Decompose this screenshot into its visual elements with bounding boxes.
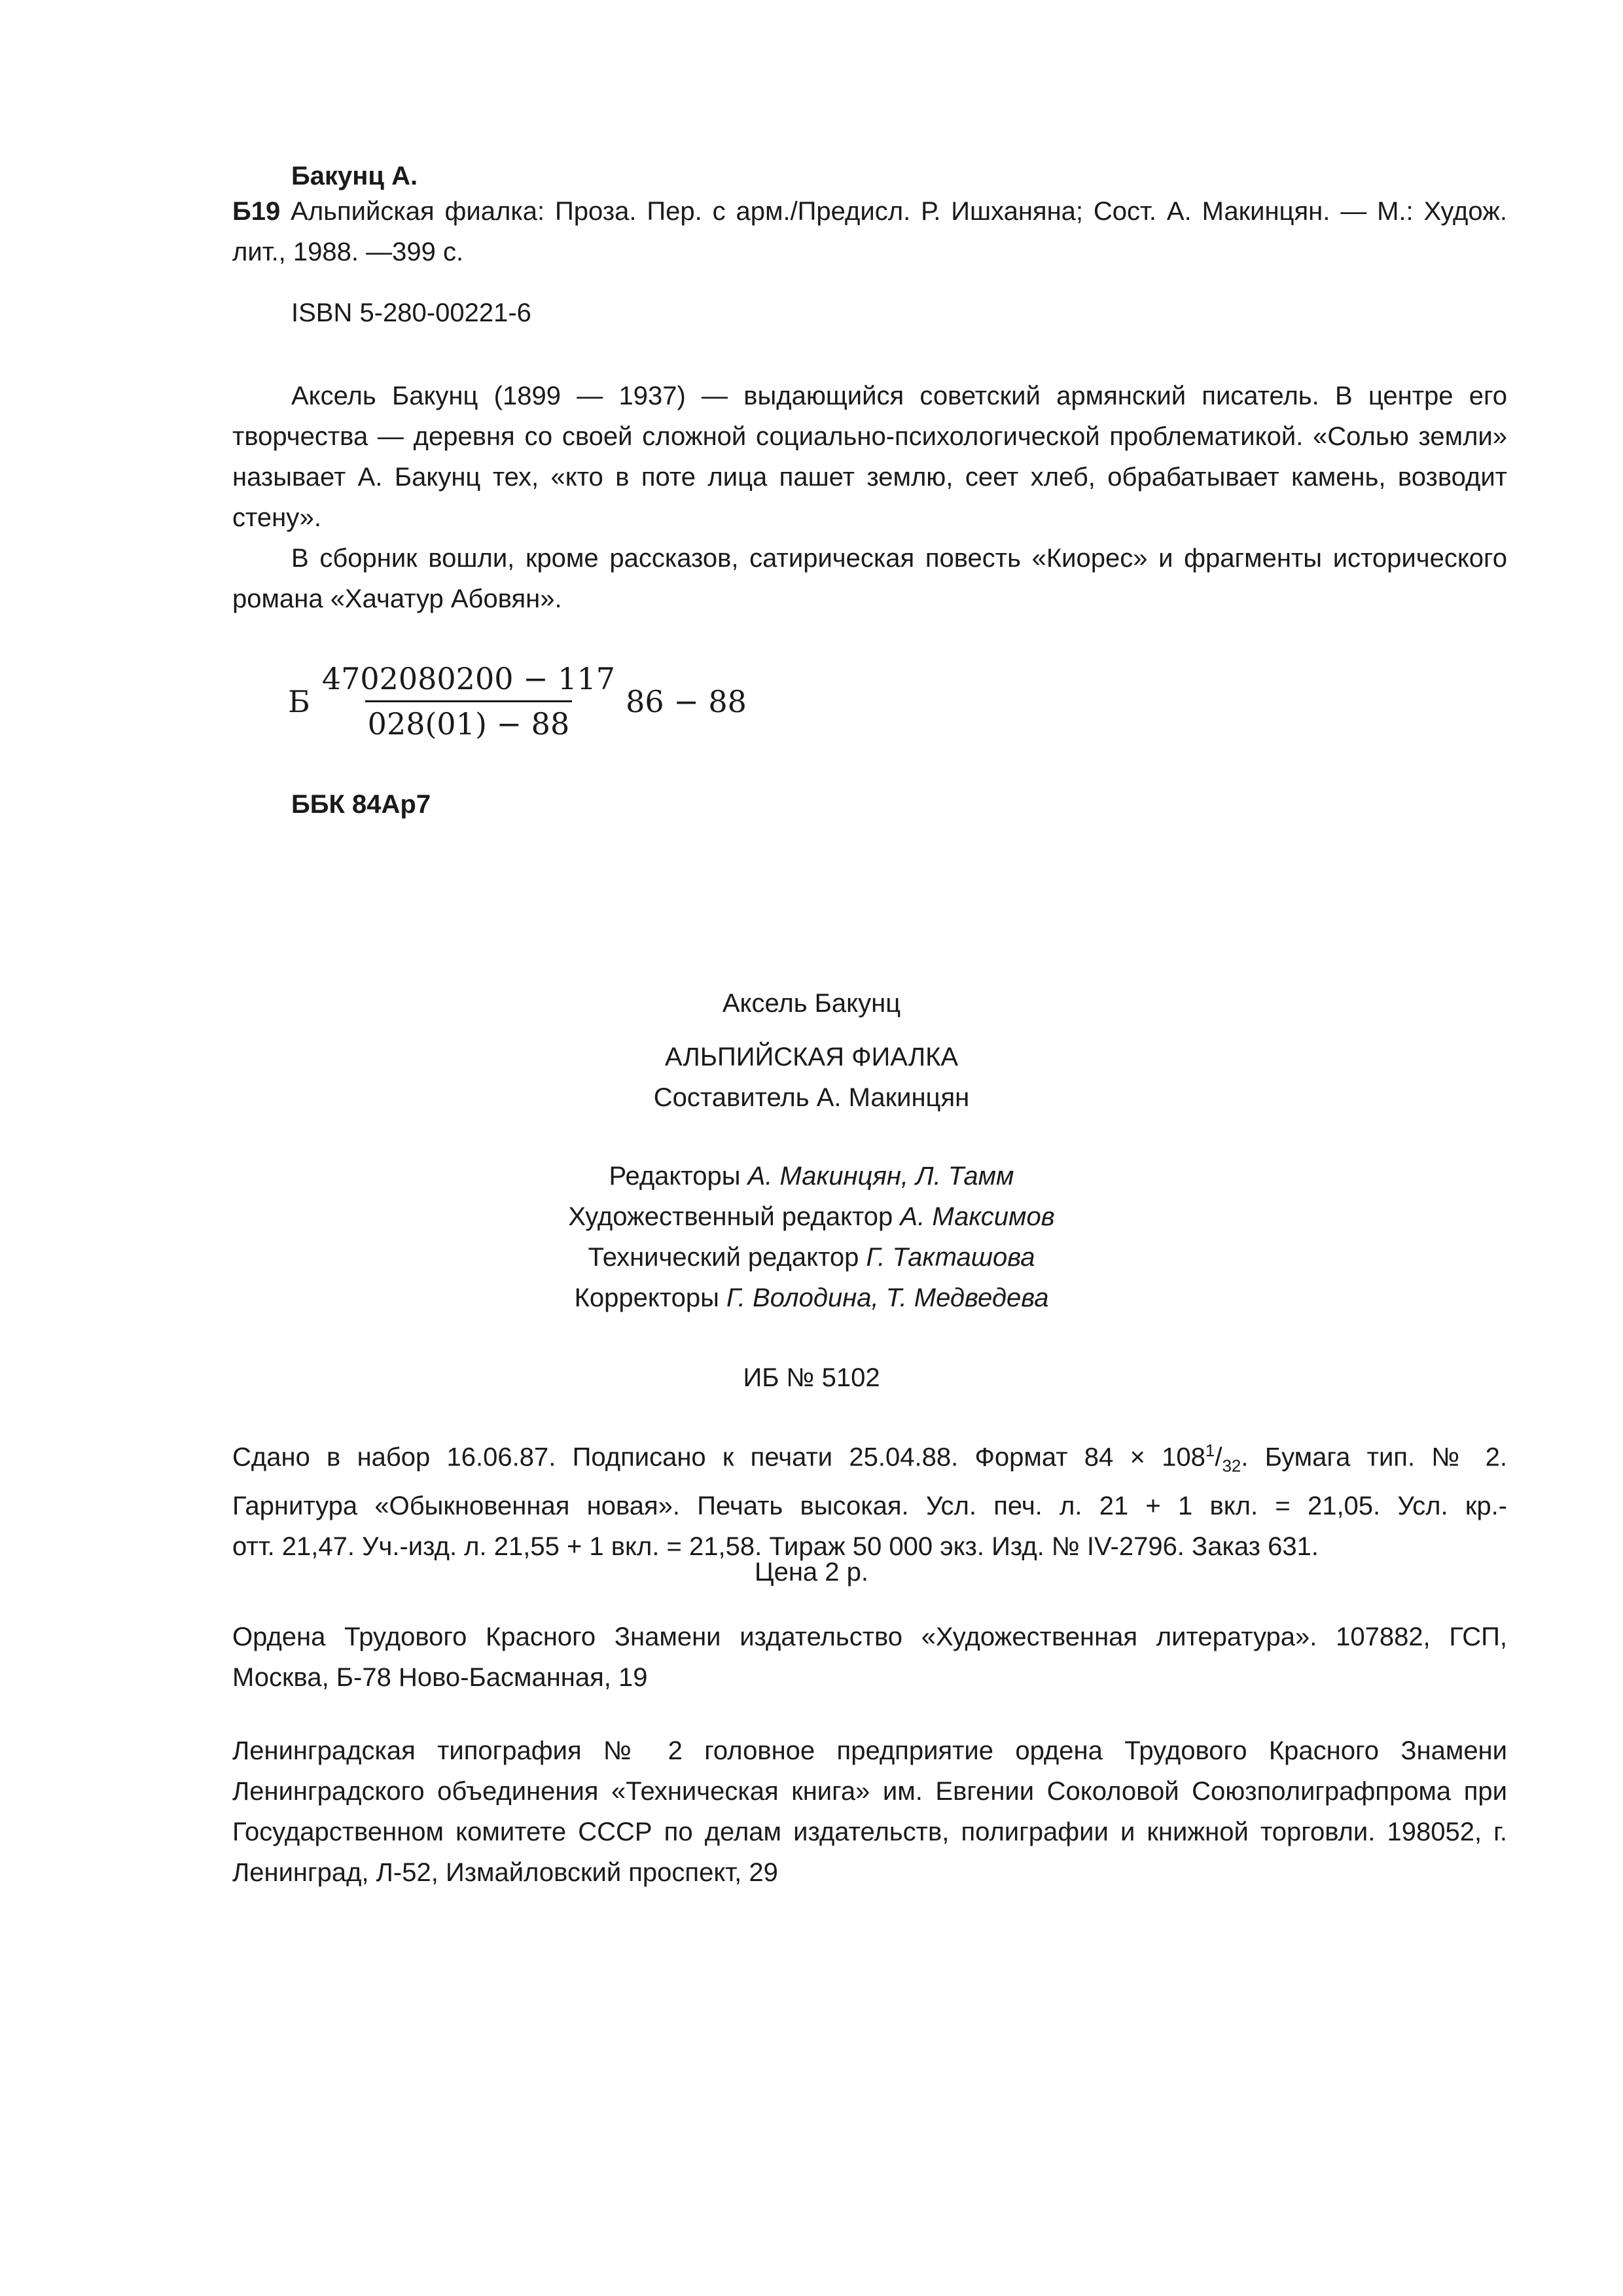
formula-prefix: Б [288, 683, 310, 719]
card-author: Бакунц А. [291, 162, 418, 190]
annotation-paragraph-1: Аксель Бакунц (1899 — 1937) — выдающийся советский армянский писатель. В центре его творчества — деревня со своей сложной социально-психологической проблематикой. «Солью земли» называет А. Бакунц тех, «кто в поте лица пашет землю, сеет хлеб, обрабатывает камень, возводит стену». [232, 382, 1507, 532]
formula-suffix: 86 − 88 [626, 683, 747, 719]
isbn: ISBN 5-280-00221-6 [291, 298, 531, 327]
publisher-info: Ордена Трудового Красного Знамени издательство «Художественная литература». 107882, ГСП, Москва, Б-78 Ново-Басманная, 19 [232, 1623, 1507, 1692]
tech-editor-label: Технический редактор [588, 1243, 866, 1272]
formula-numerator: 4702080200 − 117 [321, 661, 616, 696]
ib-number: ИБ № 5102 [743, 1363, 880, 1392]
correctors-label: Корректоры [574, 1283, 727, 1312]
imprint-correctors [0, 1278, 1623, 1318]
imprint-title: АЛЬПИЙСКАЯ ФИАЛКА [664, 1043, 959, 1071]
imprint-block [0, 983, 1623, 1398]
formula-denominator: 028(01) − 88 [365, 700, 573, 742]
correctors-names: Г. Володина, Т. Медведева [726, 1283, 1049, 1312]
card-code: Б19 [232, 197, 281, 226]
tech-line-1-text: Сдано в набор 16.06.87. Подписано к печати 25.04.88. Формат 84 × 108 [232, 1443, 1205, 1472]
tech-line-1-end: . Бумага тип. № 2. [1241, 1443, 1507, 1472]
printer-info: Ленинградская типография № 2 головное предприятие ордена Трудового Красного Знамени Ленинградского объединения «Техническая книга» им. Евгении Соколовой Союзполиграфпрома при Государственном комитете СССР по делам издательств, полиграфии и книжной торговли. 198052, г. Ленинград, Л-52, Измайловский проспект, 29 [232, 1736, 1507, 1887]
annotation [232, 376, 1507, 619]
art-editor-name: А. Максимов [900, 1202, 1055, 1231]
annotation-paragraph-2: В сборник вошли, кроме рассказов, сатирическая повесть «Киорес» и фрагменты исторического романа «Хачатур Абовян». [232, 544, 1507, 613]
imprint-compiler: Составитель А. Макинцян [653, 1083, 970, 1112]
tech-line-3: отт. 21,47. Уч.-изд. л. 21,55 + 1 вкл. = 21,58. Тираж 50 000 экз. Изд. № IV-2796. Заказ 631. [232, 1532, 1319, 1562]
formula-fraction [319, 661, 618, 742]
editors-names: А. Макинцян, Л. Тамм [747, 1162, 1014, 1191]
imprint-tech-editor [0, 1237, 1623, 1278]
editors-label: Редакторы [609, 1162, 748, 1191]
format-subscript: 32 [1222, 1456, 1241, 1476]
tech-editor-name: Г. Такташова [866, 1243, 1035, 1272]
technical-data [232, 1430, 1507, 1567]
card-entry [232, 191, 1507, 272]
tech-line-2: Гарнитура «Обыкновенная новая». Печать высокая. Усл. печ. л. 21 + 1 вкл. = 21,05. Усл. кр.- [232, 1492, 1507, 1521]
imprint-art-editor [0, 1196, 1623, 1237]
bbk-code: ББК 84Ар7 [291, 790, 431, 819]
art-editor-label: Художественный редактор [568, 1202, 901, 1231]
price: Цена 2 р. [754, 1558, 868, 1587]
classification-formula [288, 661, 747, 742]
imprint-author: Аксель Бакунц [722, 989, 901, 1018]
card-entry-text: Альпийская фиалка: Проза. Пер. с арм./Предисл. Р. Ишханяна; Сост. А. Макинцян. — М.: Худож. лит., 1988. —399 с. [232, 197, 1507, 266]
imprint-editors [0, 1156, 1623, 1196]
format-superscript: 1 [1205, 1441, 1215, 1460]
tech-line-1: Сдано в набор 16.06.87. Подписано к печати 25.04.88. Формат $84 \times 108^1/_{32}$. Бумага тип. № 2. [232, 1441, 1507, 1476]
